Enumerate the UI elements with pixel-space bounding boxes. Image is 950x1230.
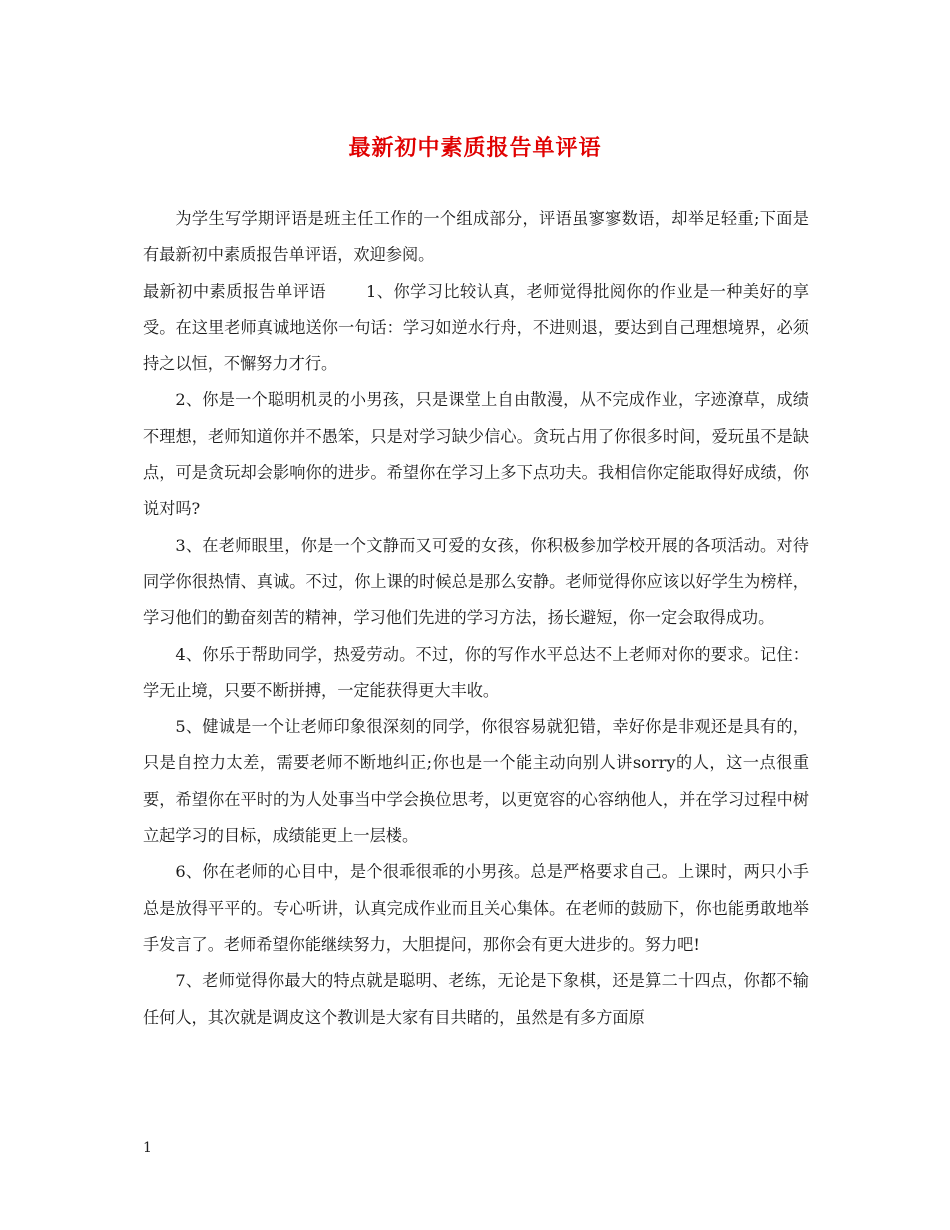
first-comment-block (143, 274, 809, 383)
page-number: 1 (143, 1140, 152, 1156)
comment-paragraph-5: 5、健诚是一个让老师印象很深刻的同学，你很容易就犯错，幸好你是非观还是具有的，只是自控力太差，需要老师不断地纠正;你也是一个能主动向别人讲sorry的人，这一点很重要，希望你在平时的为人处事当中学会换位思考，以更宽容的心容纳他人，并在学习过程中树立起学习的目标，成绩能更上一层楼。 (143, 717, 809, 846)
intro-paragraph: 为学生写学期评语是班主任工作的一个组成部分，评语虽寥寥数语，却举足轻重;下面是有最新初中素质报告单评语，欢迎参阅。 (143, 209, 809, 265)
section-heading: 最新初中素质报告单评语 (143, 281, 327, 301)
comment-paragraph-7: 7、老师觉得你最大的特点就是聪明、老练，无论是下象棋，还是算二十四点，你都不输任何人，其次就是调皮这个教训是大家有目共睹的，虽然是有多方面原 (143, 971, 809, 1027)
comment-paragraph-4: 4、你乐于帮助同学，热爱劳动。不过，你的写作水平总达不上老师对你的要求。记住：学无止境，只要不断拼搏，一定能获得更大丰收。 (143, 644, 809, 700)
comment-paragraph-6: 6、你在老师的心目中，是个很乖很乖的小男孩。总是严格要求自己。上课时，两只小手总是放得平平的。专心听讲，认真完成作业而且关心集体。在老师的鼓励下，你也能勇敢地举手发言了。老师希望你能继续努力，大胆提问，那你会有更大进步的。努力吧! (143, 862, 809, 954)
comment-paragraph-3: 3、在老师眼里，你是一个文静而又可爱的女孩，你积极参加学校开展的各项活动。对待同学你很热情、真诚。不过，你上课的时候总是那么安静。老师觉得你应该以好学生为榜样，学习他们的勤奋刻苦的精神，学习他们先进的学习方法，扬长避短，你一定会取得成功。 (143, 535, 809, 628)
document-body (143, 201, 809, 1036)
comment-paragraph-1: 1、你学习比较认真，老师觉得批阅你的作业是一种美好的享受。在这里老师真诚地送你一句话：学习如逆水行舟，不进则退，要达到自己理想境界，必须持之以恒，不懈努力才行。 (143, 281, 809, 374)
document-title: 最新初中素质报告单评语 (348, 135, 602, 161)
comment-paragraph-2: 2、你是一个聪明机灵的小男孩，只是课堂上自由散漫，从不完成作业，字迹潦草，成绩不理想，老师知道你并不愚笨，只是对学习缺少信心。贪玩占用了你很多时间，爱玩虽不是缺点，可是贪玩却会影响你的进步。希望你在学习上多下点功夫。我相信你定能取得好成绩，你说对吗? (143, 390, 809, 519)
